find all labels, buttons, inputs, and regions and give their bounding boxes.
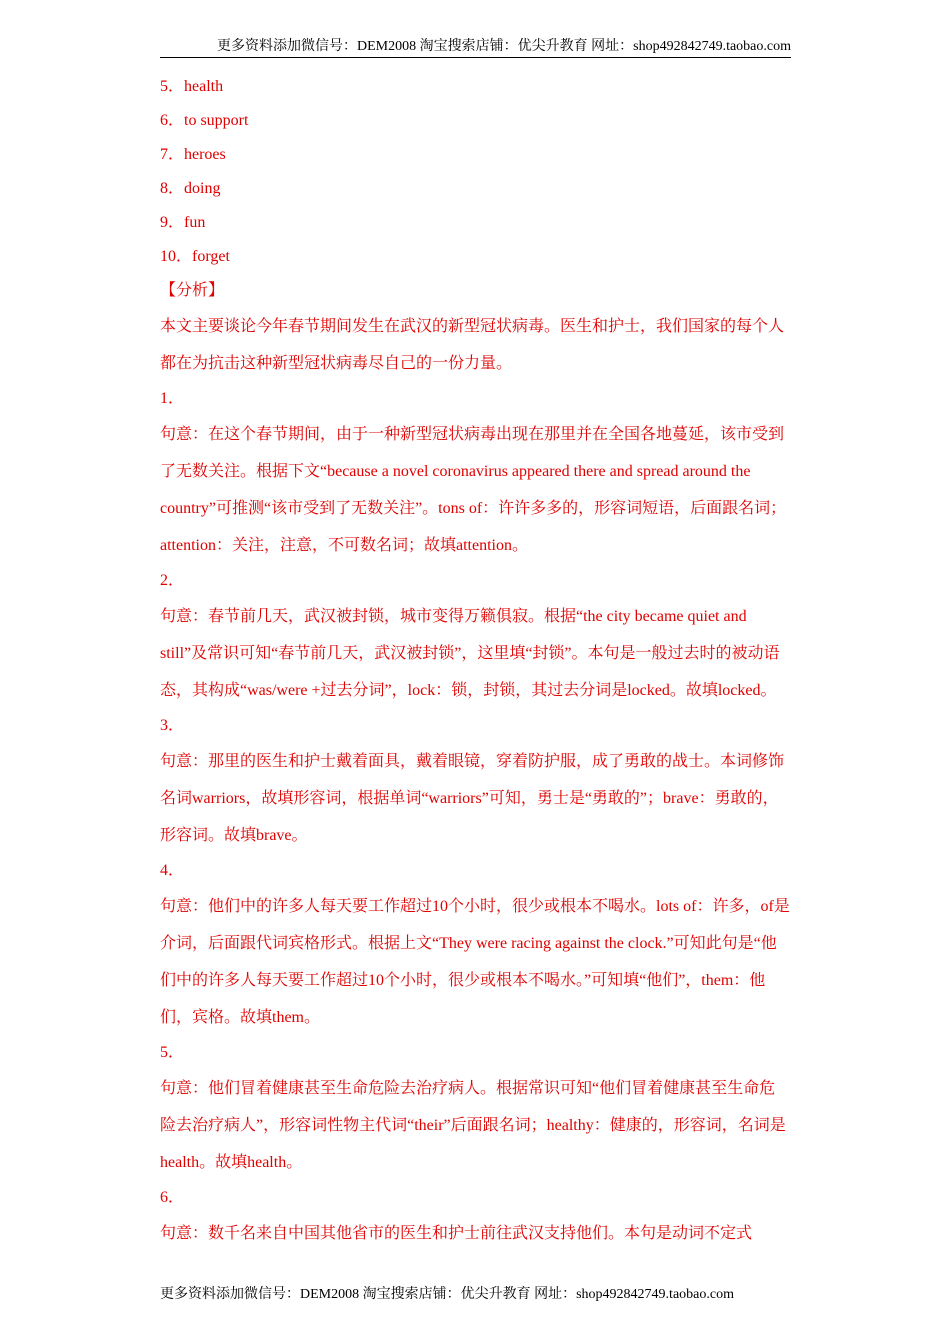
analysis-heading: 【分析】 [160,282,225,299]
explanation-number: 1． [160,390,185,407]
explanation-text: 句意：他们冒着健康甚至生命危险去治疗病人。根据常识可知“他们冒着健康甚至生命危险去治疗病人”，形容词性物主代词“their”后面跟名词；healthy：健康的，形容词，名词是health。故填health。 [160,1080,786,1171]
explanation-number: 6． [160,1189,185,1206]
answer-list [160,70,791,274]
analysis-summary: 本文主要谈论今年春节期间发生在武汉的新型冠状病毒。医生和护士，我们国家的每个人都在为抗击这种新型冠状病毒尽自己的一份力量。 [160,318,785,372]
explanation-text: 句意：春节前几天，武汉被封锁，城市变得万籁俱寂。根据“the city became quiet and still”及常识可知“春节前几天，武汉被封锁”，这里填“封锁”。本句是一般过去时的被动语态，其构成“was/were +过去分词”，lock：锁，封锁，其过去分词是locked。故填locked。 [160,608,780,699]
explanation-text: 句意：他们中的许多人每天要工作超过10个小时，很少或根本不喝水。lots of：许多，of是介词，后面跟代词宾格形式。根据上文“They were racing against the clock.”可知此句是“他们中的许多人每天要工作超过10个小时，很少或根本不喝水。”可知填“他们”，them：他们，宾格。故填them。 [160,898,790,1026]
answer-item: 5．health [160,78,224,95]
explanation-number: 5． [160,1044,185,1061]
explanation-item-1 [160,382,791,564]
explanation-item-6 [160,1181,791,1252]
explanation-text: 句意：在这个春节期间，由于一种新型冠状病毒出现在那里并在全国各地蔓延，该市受到了无数关注。根据下文“because a novel coronavirus appeared there and spread around the country”可推测“该市受到了无数关注”。tons of：许许多多的，形容词短语，后面跟名词；attention：关注，注意，不可数名词；故填attention。 [160,426,787,554]
explanation-item-5 [160,1036,791,1181]
explanation-text: 句意：数千名来自中国其他省市的医生和护士前往武汉支持他们。本句是动词不定式 [160,1225,753,1242]
explanation-item-4 [160,854,791,1036]
page-header: 更多资料添加微信号：DEM2008 淘宝搜索店铺：优尖升教育 网址：shop492842749.taobao.com [160,38,791,58]
explanation-number: 3． [160,717,185,734]
explanation-text: 句意：那里的医生和护士戴着面具，戴着眼镜，穿着防护服，成了勇敢的战士。本词修饰名词warriors，故填形容词，根据单词“warriors”可知，勇士是“勇敢的”；brave：勇敢的，形容词。故填brave。 [160,753,785,844]
answer-item: 7．heroes [160,146,226,163]
answer-item: 10．forget [160,248,230,265]
page-footer: 更多资料添加微信号：DEM2008 淘宝搜索店铺：优尖升教育 网址：shop492842749.taobao.com [160,1287,734,1302]
explanation-number: 2． [160,572,185,589]
document-body [160,70,791,1252]
explanation-number: 4． [160,862,185,879]
answer-item: 6．to support [160,112,249,129]
explanation-item-2 [160,564,791,709]
answer-item: 8．doing [160,180,221,197]
explanation-item-3 [160,709,791,854]
answer-item: 9．fun [160,214,206,231]
